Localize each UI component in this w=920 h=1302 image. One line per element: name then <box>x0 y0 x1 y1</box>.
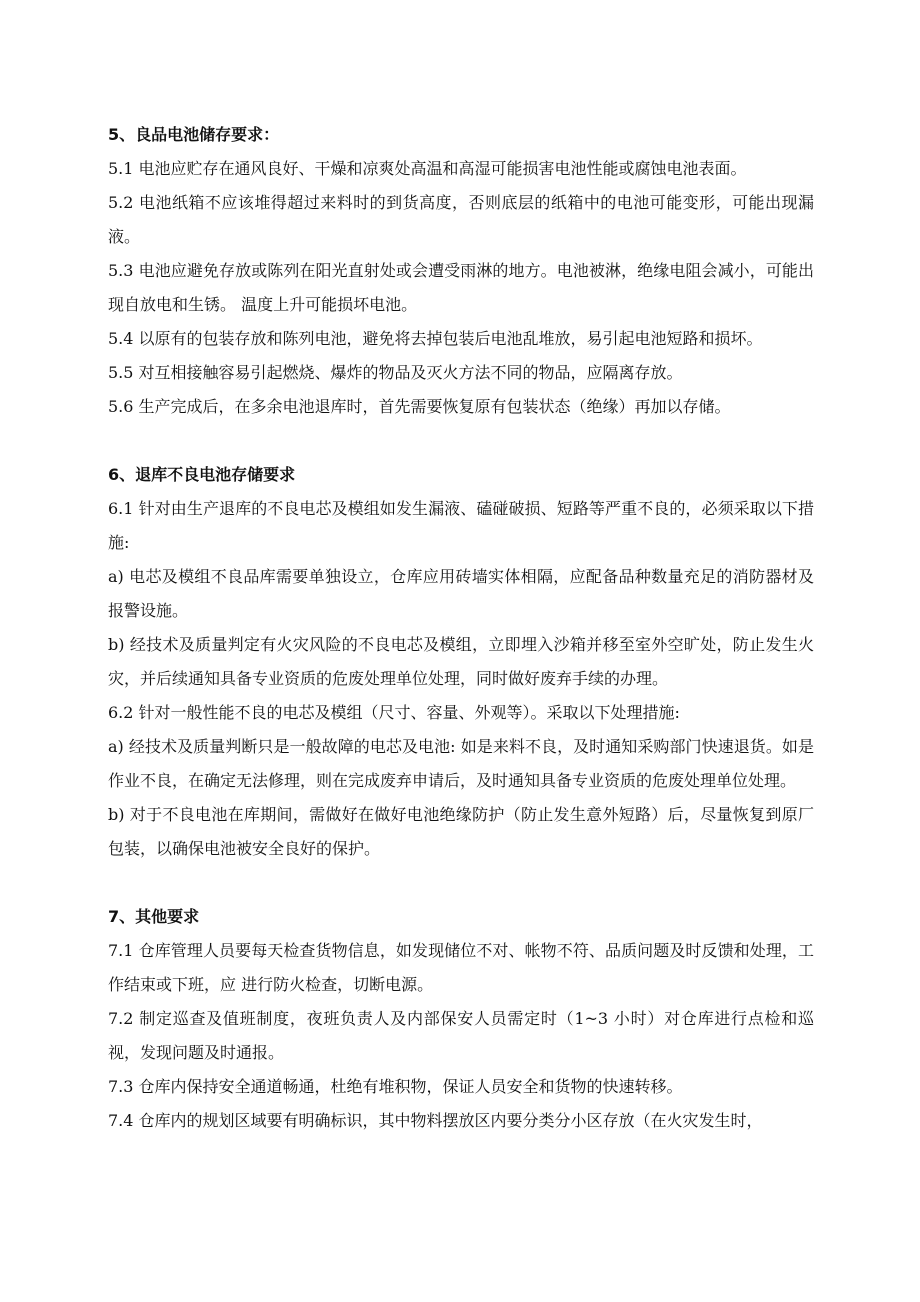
paragraph-7-2: 7.2 制定巡查及值班制度，夜班负责人及内部保安人员需定时（1~3 小时）对仓库进行点检和巡视，发现问题及时通报。 <box>108 1009 814 1062</box>
section-7-other-requirements <box>108 900 814 1138</box>
paragraph-6-2-b: b) 对于不良电池在库期间，需做好在做好电池绝缘防护（防止发生意外短路）后，尽量恢复到原厂包装，以确保电池被安全良好的保护。 <box>108 805 814 858</box>
paragraph-6-2-a: a) 经技术及质量判断只是一般故障的电芯及电池: 如是来料不良，及时通知采购部门快速退货。如是作业不良，在确定无法修理，则在完成废弃申请后，及时通知具备专业资质的危废处理单位处理。 <box>108 737 814 790</box>
paragraph-6-1: 6.1 针对由生产退库的不良电芯及模组如发生漏液、磕碰破损、短路等严重不良的，必须采取以下措施: <box>108 499 814 552</box>
paragraph-5-4: 5.4 以原有的包装存放和陈列电池，避免将去掉包装后电池乱堆放，易引起电池短路和损坏。 <box>108 329 763 348</box>
paragraph-6-2: 6.2 针对一般性能不良的电芯及模组（尺寸、容量、外观等）。采取以下处理措施: <box>108 703 680 722</box>
paragraph-5-6: 5.6 生产完成后，在多余电池退库时，首先需要恢复原有包装状态（绝缘）再加以存储。 <box>108 397 731 416</box>
paragraph-7-1: 7.1 仓库管理人员要每天检查货物信息，如发现储位不对、帐物不符、品质问题及时反馈和处理，工作结束或下班，应 进行防火检查，切断电源。 <box>108 941 814 994</box>
section-heading: 6、退库不良电池存储要求 <box>108 465 296 484</box>
section-heading: 5、良品电池储存要求： <box>108 125 280 144</box>
section-heading: 7、其他要求 <box>108 907 200 926</box>
paragraph-5-1: 5.1 电池应贮存在通风良好、干燥和凉爽处高温和高湿可能损害电池性能或腐蚀电池表面。 <box>108 159 747 178</box>
document-page <box>108 118 814 1138</box>
paragraph-7-3: 7.3 仓库内保持安全通道畅通，杜绝有堆积物，保证人员安全和货物的快速转移。 <box>108 1077 683 1096</box>
paragraph-5-5: 5.5 对互相接触容易引起燃烧、爆炸的物品及灭火方法不同的物品，应隔离存放。 <box>108 363 683 382</box>
section-5-good-battery-storage <box>108 118 814 424</box>
section-6-defective-battery-storage <box>108 458 814 866</box>
paragraph-5-2: 5.2 电池纸箱不应该堆得超过来料时的到货高度，否则底层的纸箱中的电池可能变形，可能出现漏液。 <box>108 193 814 246</box>
paragraph-6-1-b: b) 经技术及质量判定有火灾风险的不良电芯及模组，立即埋入沙箱并移至室外空旷处，防止发生火灾，并后续通知具备专业资质的危废处理单位处理，同时做好废弃手续的办理。 <box>108 635 814 688</box>
paragraph-7-4: 7.4 仓库内的规划区域要有明确标识，其中物料摆放区内要分类分小区存放（在火灾发生时， <box>108 1111 763 1130</box>
paragraph-6-1-a: a) 电芯及模组不良品库需要单独设立，仓库应用砖墙实体相隔，应配备品种数量充足的消防器材及报警设施。 <box>108 567 814 620</box>
paragraph-5-3: 5.3 电池应避免存放或陈列在阳光直射处或会遭受雨淋的地方。电池被淋，绝缘电阻会减小，可能出现自放电和生锈。 温度上升可能损坏电池。 <box>108 261 814 314</box>
